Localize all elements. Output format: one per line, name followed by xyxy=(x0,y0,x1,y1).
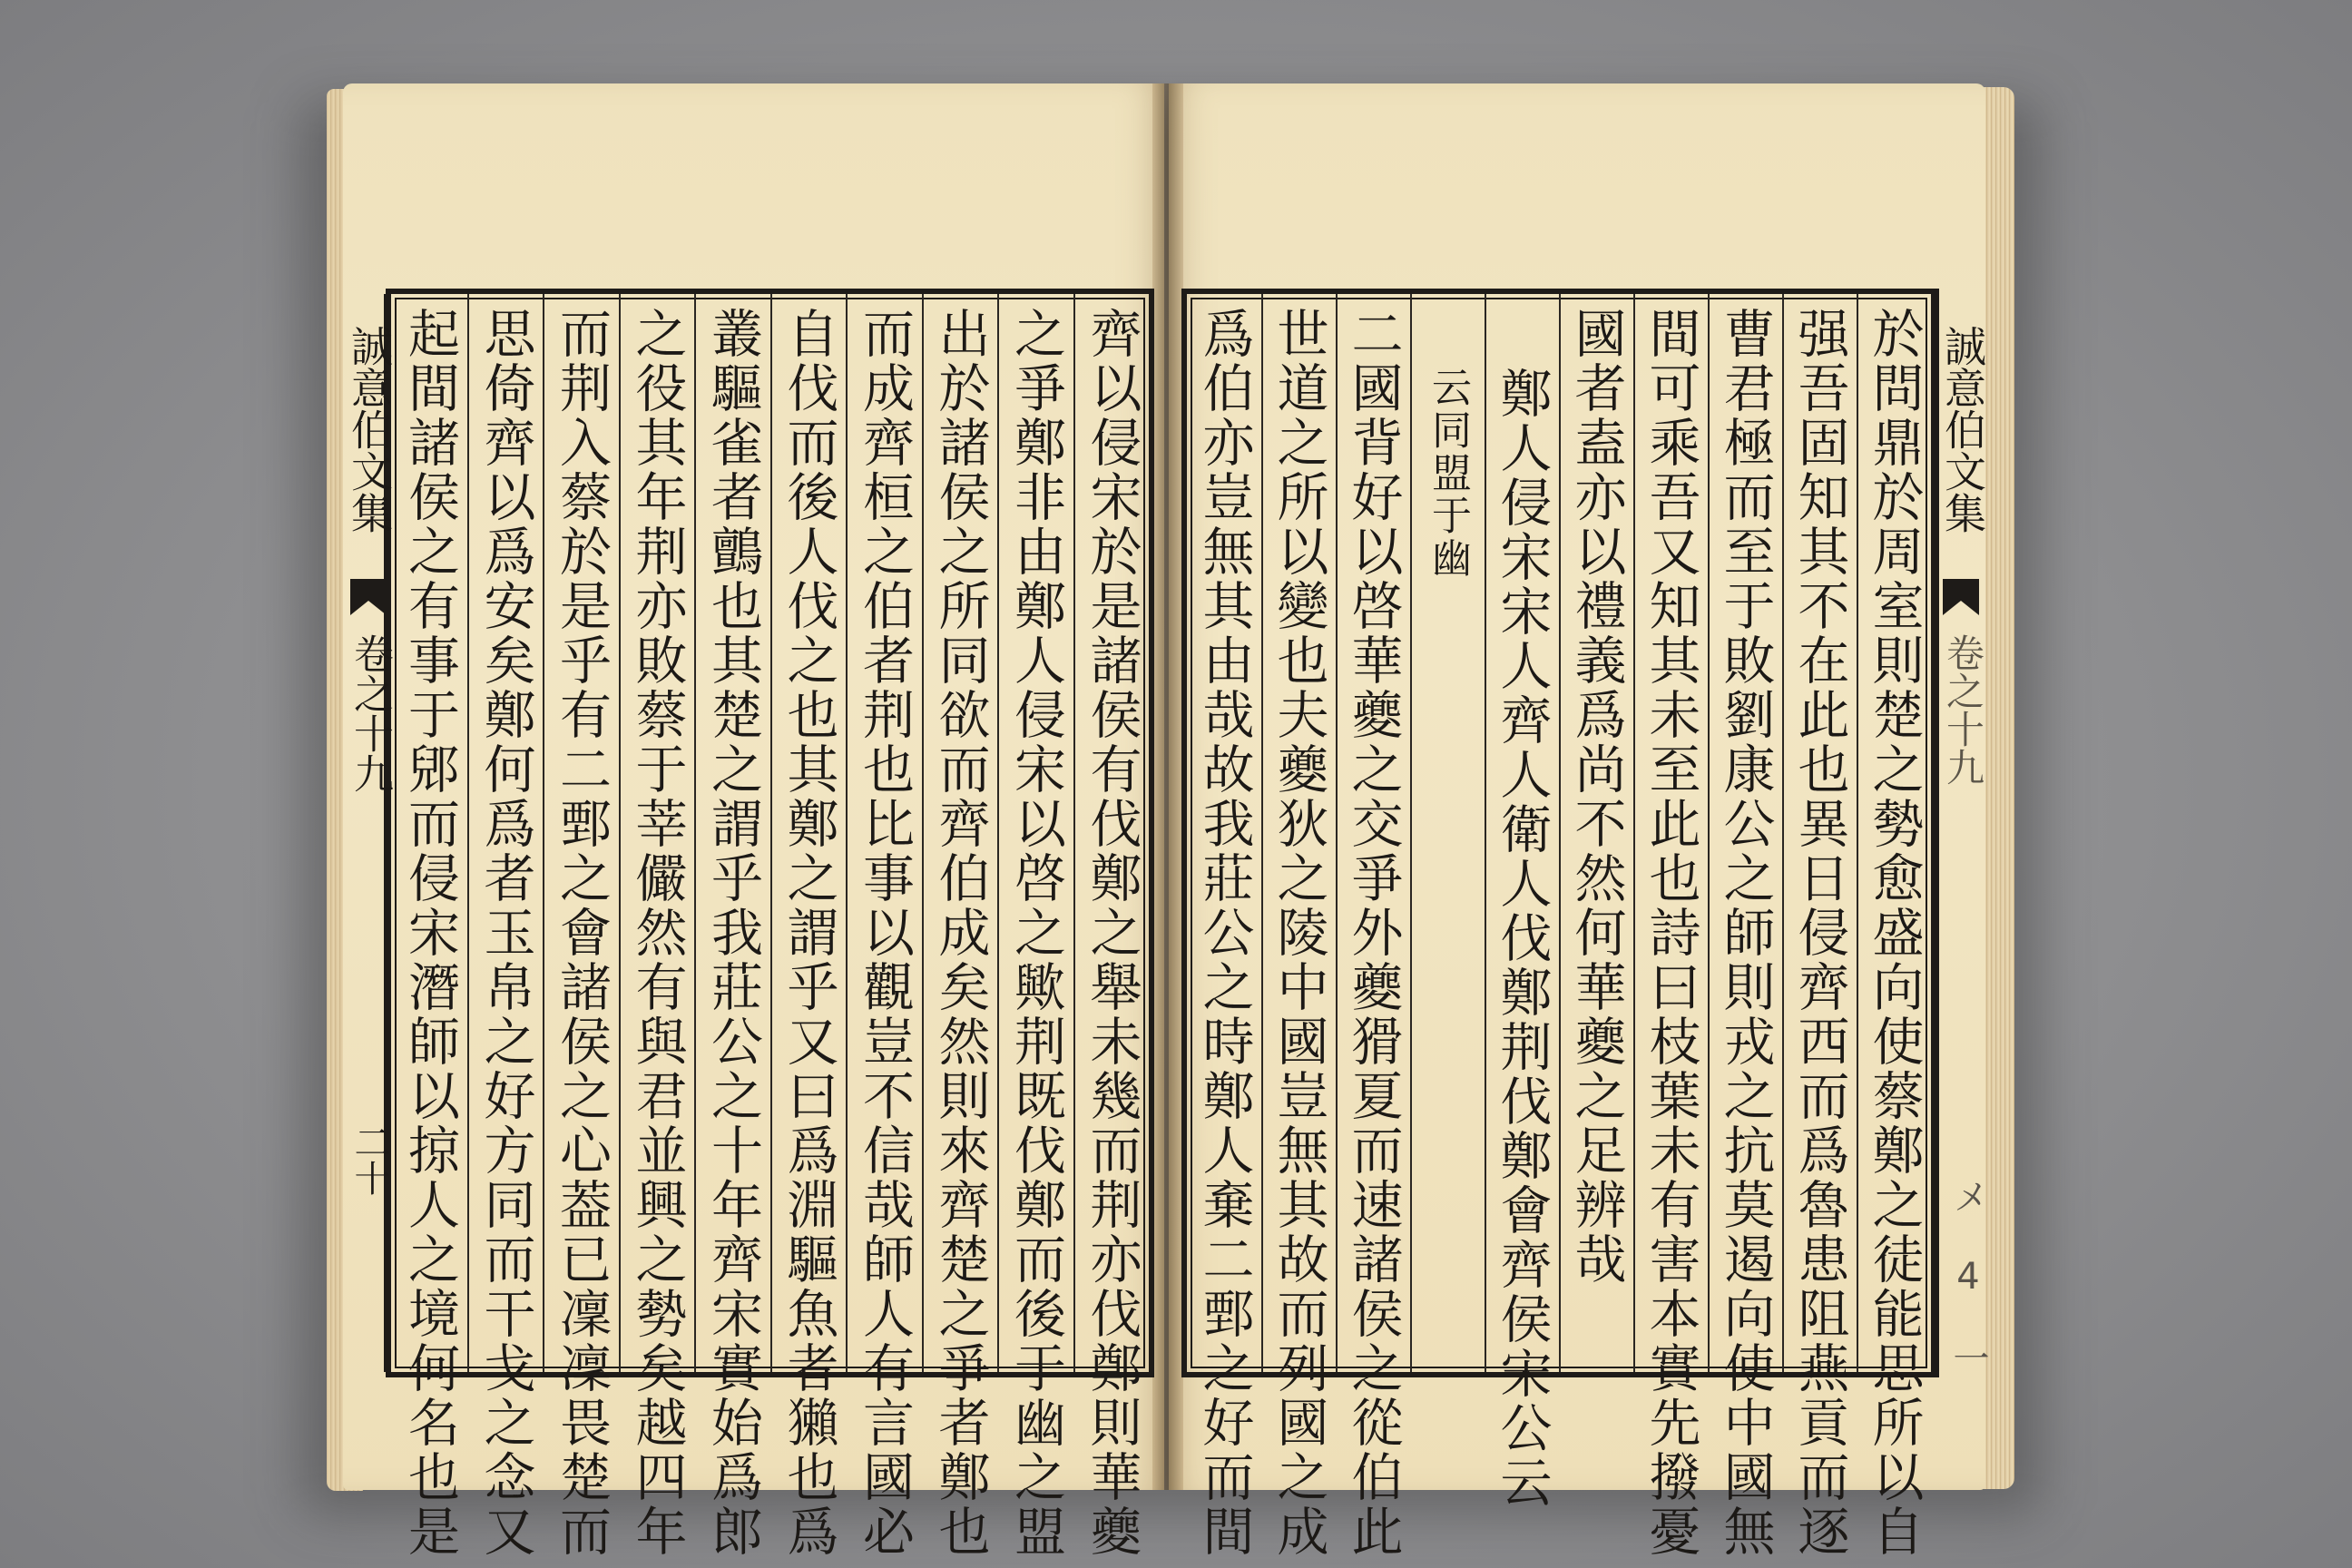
left_page-text-column xyxy=(997,294,1073,1559)
right_page-column-text: 間可乘吾又知其未至此也詩曰枝葉未有害本實先撥憂 xyxy=(1641,307,1700,1559)
left_page-column-text: 思倚齊以爲安矣鄭何爲者玉帛之好方同而干戈之念又 xyxy=(475,307,535,1559)
right_page-column-text: 鄭人侵宋宋人齊人衛人伐鄭荆伐鄭會齊侯宋公云 xyxy=(1492,367,1552,1510)
left_page-column-text: 自伐而後人伐之也其鄭之謂乎又曰爲淵驅魚者獺也爲 xyxy=(779,307,838,1559)
right_page-text-column xyxy=(1633,294,1708,1559)
left_page-column-text: 之爭鄭非由鄭人侵宋以啓之歟荆既伐鄭而後于幽之盟 xyxy=(1005,307,1066,1559)
left_page-text-column xyxy=(1073,294,1150,1559)
pencil-annotation: メ 4 一 xyxy=(1947,1178,1989,1376)
left_page-column-text: 出於諸侯之所同欲而齊伯成矣然則來齊楚之爭者鄭也 xyxy=(930,307,990,1559)
right_page-text-column xyxy=(1336,294,1410,1559)
left_page-column-text: 而成齊桓之伯者荆也比事以觀豈不信哉師人有言國必 xyxy=(854,307,915,1559)
left-page-columns xyxy=(391,294,1149,1559)
right-page-columns xyxy=(1187,294,1931,1559)
right_page-text-column xyxy=(1187,294,1261,1559)
left-banxin-title: 誠意伯文集 xyxy=(345,325,394,534)
left_page-text-column xyxy=(619,294,695,1559)
right_page-text-column xyxy=(1485,294,1559,1510)
right_page-column-text: 世道之所以變也夫夔狄之陵中國豈無其故而列國之成 xyxy=(1269,307,1328,1559)
left_page-text-column xyxy=(543,294,619,1559)
right_page-column-text: 云同盟于幽 xyxy=(1425,367,1471,580)
right_page-column-text: 爲伯亦豈無其由哉故我莊公之時鄭人棄二鄄之好而間 xyxy=(1194,307,1254,1559)
right_page-column-text: 二國背好以啓華夔之交爭外夔猾夏而速諸侯之從伯此 xyxy=(1343,307,1403,1559)
right_page-text-column xyxy=(1261,294,1336,1559)
left_page-text-column xyxy=(467,294,544,1559)
right_page-text-column xyxy=(1559,294,1633,1372)
right_page-column-text: 於問鼎於周室則楚之勢愈盛向使蔡鄭之徒能思所以自 xyxy=(1864,307,1924,1559)
right-banxin-volume: 卷之十九 xyxy=(1941,633,1985,786)
left-banxin-volume: 卷之十九 xyxy=(347,633,393,793)
right_page-column-text: 國者盍亦以禮義爲尚不然何華夔之足辨哉 xyxy=(1566,307,1626,1287)
left_page-column-text: 而荆入蔡於是乎有二鄄之會諸侯之心葢已凜凜畏楚而 xyxy=(551,307,612,1559)
fishtail-mark-left xyxy=(350,579,387,615)
right_page-text-column xyxy=(1410,294,1485,1372)
right_page-text-column xyxy=(1708,294,1782,1559)
right_page-text-column xyxy=(1857,294,1931,1559)
left-page-frame xyxy=(386,289,1154,1559)
left_page-text-column xyxy=(846,294,922,1559)
left_page-column-text: 叢驅雀者鸇也其楚之謂乎我莊公之十年齊宋實始爲郎 xyxy=(702,307,763,1559)
left-banxin xyxy=(343,289,394,1377)
book-gutter xyxy=(1152,83,1183,1490)
right_page-text-column xyxy=(1782,294,1857,1559)
left_page-text-column xyxy=(694,294,770,1559)
left-banxin-folio: 二十 xyxy=(348,1123,390,1196)
left_page-text-column xyxy=(391,294,467,1559)
right-banxin xyxy=(1936,289,1989,1377)
left_page-column-text: 齊以侵宋於是諸侯有伐鄭之舉未幾而荆亦伐鄭則華夔 xyxy=(1082,307,1142,1559)
right_page-column-text: 曹君極而至于敗劉康公之師則戎之抗莫遏向使中國無 xyxy=(1715,307,1775,1559)
left_page-column-text: 之役其年荆亦敗蔡于莘儼然有與君並興之勢矣越四年 xyxy=(627,307,687,1559)
left_page-text-column xyxy=(922,294,998,1559)
left_page-text-column xyxy=(770,294,847,1559)
left_page-column-text: 起間諸侯之有事于郳而侵宋潛師以掠人之境何名也是 xyxy=(399,307,460,1559)
right-banxin-title: 誠意伯文集 xyxy=(1938,325,1987,534)
right-page-frame xyxy=(1181,289,1936,1559)
fishtail-mark-right xyxy=(1943,579,1979,615)
right_page-column-text: 强吾固知其不在此也異日侵齊西而爲魯患阻燕貢而逐 xyxy=(1789,307,1849,1559)
